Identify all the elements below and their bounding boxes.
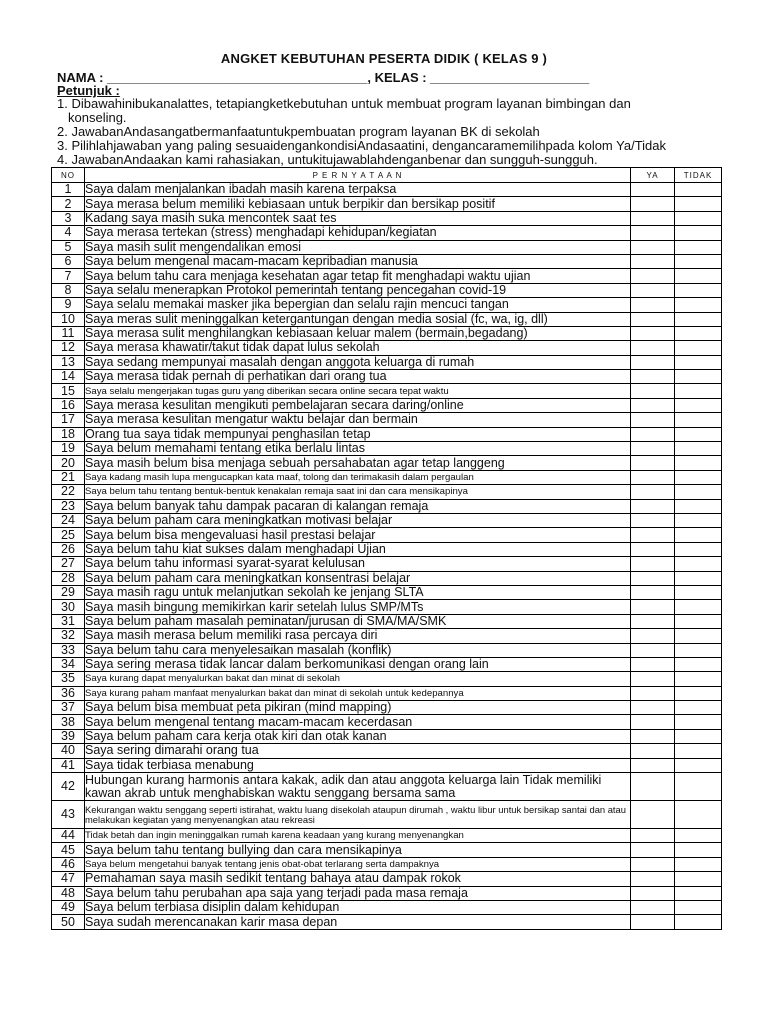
row-statement: Saya belum bisa membuat peta pikiran (mind mapping): [85, 701, 631, 715]
table-row: [52, 657, 722, 671]
table-row: [52, 528, 722, 542]
instruction-2: 2. JawabanAndasangatbermanfaatuntukpembuatan program layanan BK di sekolah: [57, 124, 540, 139]
tidak-answer-cell[interactable]: [675, 915, 722, 929]
tidak-answer-cell[interactable]: [675, 585, 722, 599]
row-statement: Saya masih sulit mengendalikan emosi: [85, 240, 631, 254]
tidak-answer-cell[interactable]: [675, 355, 722, 369]
ya-answer-cell[interactable]: [631, 413, 675, 427]
tidak-answer-cell[interactable]: [675, 528, 722, 542]
row-statement: Saya kadang masih lupa mengucapkan kata maaf, tolong dan terimakasih dalam pergaulan: [85, 470, 631, 484]
ya-answer-cell[interactable]: [631, 326, 675, 340]
row-number: 12: [52, 341, 85, 355]
row-statement: Saya belum paham cara meningkatkan motivasi belajar: [85, 513, 631, 527]
row-statement: Saya belum paham cara kerja otak kiri dan otak kanan: [85, 729, 631, 743]
ya-answer-cell[interactable]: [631, 211, 675, 225]
row-statement: Saya masih bingung memikirkan karir setelah lulus SMP/MTs: [85, 600, 631, 614]
row-number: 37: [52, 701, 85, 715]
tidak-answer-cell[interactable]: [675, 571, 722, 585]
tidak-answer-cell[interactable]: [675, 657, 722, 671]
tidak-answer-cell[interactable]: [675, 341, 722, 355]
row-statement: Kekurangan waktu senggang seperti istirahat, waktu luang disekolah ataupun dirumah , waktu libur untuk bersikap santai dan atau melakukan kegiatan yang menyenangkan atau rekreasi: [85, 801, 631, 829]
row-number: 15: [52, 384, 85, 398]
ya-answer-cell[interactable]: [631, 571, 675, 585]
table-row: [52, 629, 722, 643]
row-number: 23: [52, 499, 85, 513]
tidak-answer-cell[interactable]: [675, 715, 722, 729]
tidak-answer-cell[interactable]: [675, 269, 722, 283]
row-number: 33: [52, 643, 85, 657]
row-number: 50: [52, 915, 85, 929]
table-row: [52, 283, 722, 297]
table-row: [52, 758, 722, 772]
row-statement: Saya belum paham masalah peminatan/jurusan di SMA/MA/SMK: [85, 614, 631, 628]
row-statement: Saya sedang mempunyai masalah dengan anggota keluarga di rumah: [85, 355, 631, 369]
row-statement: Saya belum tahu tentang bullying dan cara mensikapinya: [85, 843, 631, 857]
row-number: 19: [52, 442, 85, 456]
tidak-answer-cell[interactable]: [675, 398, 722, 412]
tidak-answer-cell[interactable]: [675, 643, 722, 657]
ya-answer-cell[interactable]: [631, 773, 675, 801]
table-row: [52, 326, 722, 340]
tidak-answer-cell[interactable]: [675, 872, 722, 886]
ya-answer-cell[interactable]: [631, 283, 675, 297]
tidak-answer-cell[interactable]: [675, 672, 722, 686]
ya-answer-cell[interactable]: [631, 456, 675, 470]
row-statement: Saya sudah merencanakan karir masa depan: [85, 915, 631, 929]
ya-answer-cell[interactable]: [631, 672, 675, 686]
tidak-answer-cell[interactable]: [675, 758, 722, 772]
tidak-answer-cell[interactable]: [675, 729, 722, 743]
tidak-answer-cell[interactable]: [675, 600, 722, 614]
row-number: 49: [52, 900, 85, 914]
table-body: [52, 183, 722, 930]
header-ya: YA: [631, 168, 675, 183]
tidak-answer-cell[interactable]: [675, 629, 722, 643]
row-statement: Tidak betah dan ingin meninggalkan rumah karena keadaan yang kurang menyenangkan: [85, 829, 631, 843]
ya-answer-cell[interactable]: [631, 442, 675, 456]
row-number: 32: [52, 629, 85, 643]
table-row: [52, 900, 722, 914]
row-statement: Saya belum mengenal macam-macam kepribadian manusia: [85, 254, 631, 268]
ya-answer-cell[interactable]: [631, 254, 675, 268]
ya-answer-cell[interactable]: [631, 614, 675, 628]
row-statement: Saya sering dimarahi orang tua: [85, 744, 631, 758]
table-row: [52, 915, 722, 929]
table-row: [52, 801, 722, 829]
row-statement: Saya belum tahu informasi syarat-syarat kelulusan: [85, 557, 631, 571]
tidak-answer-cell[interactable]: [675, 829, 722, 843]
tidak-answer-cell[interactable]: [675, 384, 722, 398]
row-statement: Saya masih ragu untuk melanjutkan sekolah ke jenjang SLTA: [85, 585, 631, 599]
ya-answer-cell[interactable]: [631, 298, 675, 312]
row-statement: Saya merasa kesulitan mengatur waktu belajar dan bermain: [85, 413, 631, 427]
ya-answer-cell[interactable]: [631, 528, 675, 542]
tidak-answer-cell[interactable]: [675, 499, 722, 513]
ya-answer-cell[interactable]: [631, 900, 675, 914]
row-number: 29: [52, 585, 85, 599]
row-number: 4: [52, 226, 85, 240]
ya-answer-cell[interactable]: [631, 801, 675, 829]
tidak-answer-cell[interactable]: [675, 542, 722, 556]
row-statement: Saya merasa tidak pernah di perhatikan dari orang tua: [85, 370, 631, 384]
table-row: [52, 672, 722, 686]
tidak-answer-cell[interactable]: [675, 197, 722, 211]
header-tidak: TIDAK: [675, 168, 722, 183]
ya-answer-cell[interactable]: [631, 470, 675, 484]
ya-answer-cell[interactable]: [631, 701, 675, 715]
tidak-answer-cell[interactable]: [675, 843, 722, 857]
row-statement: Pemahaman saya masih sedikit tentang bahaya atau dampak rokok: [85, 872, 631, 886]
ya-answer-cell[interactable]: [631, 686, 675, 700]
row-number: 9: [52, 298, 85, 312]
table-row: [52, 614, 722, 628]
ya-answer-cell[interactable]: [631, 600, 675, 614]
tidak-answer-cell[interactable]: [675, 773, 722, 801]
row-number: 5: [52, 240, 85, 254]
table-row: [52, 456, 722, 470]
row-statement: Saya belum banyak tahu dampak pacaran di kalangan remaja: [85, 499, 631, 513]
table-row: [52, 240, 722, 254]
tidak-answer-cell[interactable]: [675, 456, 722, 470]
ya-answer-cell[interactable]: [631, 542, 675, 556]
table-row: [52, 857, 722, 871]
tidak-answer-cell[interactable]: [675, 326, 722, 340]
header-statement: P E R N Y A T A A N: [85, 168, 631, 183]
row-number: 39: [52, 729, 85, 743]
table-row: [52, 643, 722, 657]
row-number: 44: [52, 829, 85, 843]
row-statement: Saya belum tahu kiat sukses dalam menghadapi Ujian: [85, 542, 631, 556]
instruction-1-continued: [57, 111, 727, 125]
row-statement: Saya merasa sulit menghilangkan kebiasaan keluar malem (bermain,begadang): [85, 326, 631, 340]
table-row: [52, 499, 722, 513]
ya-answer-cell[interactable]: [631, 643, 675, 657]
ya-answer-cell[interactable]: [631, 829, 675, 843]
tidak-answer-cell[interactable]: [675, 614, 722, 628]
tidak-answer-cell[interactable]: [675, 900, 722, 914]
row-statement: Saya belum terbiasa disiplin dalam kehidupan: [85, 900, 631, 914]
row-statement: Saya merasa khawatir/takut tidak dapat lulus sekolah: [85, 341, 631, 355]
tidak-answer-cell[interactable]: [675, 857, 722, 871]
table-row: [52, 701, 722, 715]
ya-answer-cell[interactable]: [631, 657, 675, 671]
tidak-answer-cell[interactable]: [675, 183, 722, 197]
row-number: 41: [52, 758, 85, 772]
row-number: 40: [52, 744, 85, 758]
row-statement: Saya kurang paham manfaat menyalurkan bakat dan minat di sekolah untuk kedepannya: [85, 686, 631, 700]
row-number: 47: [52, 872, 85, 886]
ya-answer-cell[interactable]: [631, 915, 675, 929]
table-row: [52, 183, 722, 197]
row-statement: Saya belum tahu tentang bentuk-bentuk kenakalan remaja saat ini dan cara mensikapinya: [85, 485, 631, 499]
row-statement: Saya belum mengetahui banyak tentang jenis obat-obat terlarang serta dampaknya: [85, 857, 631, 871]
row-number: 25: [52, 528, 85, 542]
instruction-3: 3. Pilihlahjawaban yang paling sesuaidengankondisiAndasaatini, dengancaramemilihpada kolom Ya/Tidak: [57, 138, 666, 153]
ya-answer-cell[interactable]: [631, 427, 675, 441]
row-number: 21: [52, 470, 85, 484]
row-number: 43: [52, 801, 85, 829]
row-statement: Saya selalu memakai masker jika bepergian dan selalu rajin mencuci tangan: [85, 298, 631, 312]
ya-answer-cell[interactable]: [631, 557, 675, 571]
tidak-answer-cell[interactable]: [675, 442, 722, 456]
table-row: [52, 513, 722, 527]
tidak-answer-cell[interactable]: [675, 427, 722, 441]
ya-answer-cell[interactable]: [631, 585, 675, 599]
ya-answer-cell[interactable]: [631, 857, 675, 871]
ya-answer-cell[interactable]: [631, 341, 675, 355]
page-title: ANGKET KEBUTUHAN PESERTA DIDIK ( KELAS 9 ): [220, 51, 548, 66]
table-row: [52, 470, 722, 484]
table-row: [52, 442, 722, 456]
header-no: NO: [52, 168, 85, 183]
row-statement: Saya belum tahu perubahan apa saja yang terjadi pada masa remaja: [85, 886, 631, 900]
name-class-line: NAMA : ____________________________________, KELAS : ______________________: [57, 70, 590, 85]
table-row: [52, 829, 722, 843]
ya-answer-cell[interactable]: [631, 269, 675, 283]
ya-answer-cell[interactable]: [631, 513, 675, 527]
table-row: [52, 370, 722, 384]
ya-answer-cell[interactable]: [631, 758, 675, 772]
ya-answer-cell[interactable]: [631, 744, 675, 758]
row-statement: Saya dalam menjalankan ibadah masih karena terpaksa: [85, 183, 631, 197]
row-statement: Saya masih belum bisa menjaga sebuah persahabatan agar tetap langgeng: [85, 456, 631, 470]
table-row: [52, 715, 722, 729]
row-statement: Saya belum bisa mengevaluasi hasil prestasi belajar: [85, 528, 631, 542]
table-row: [52, 211, 722, 225]
table-row: [52, 341, 722, 355]
table-row: [52, 557, 722, 571]
row-number: 26: [52, 542, 85, 556]
table-row: [52, 571, 722, 585]
row-statement: Saya merasa belum memiliki kebiasaan untuk berpikir dan bersikap positif: [85, 197, 631, 211]
ya-answer-cell[interactable]: [631, 183, 675, 197]
row-number: 13: [52, 355, 85, 369]
ya-answer-cell[interactable]: [631, 240, 675, 254]
ya-answer-cell[interactable]: [631, 729, 675, 743]
row-number: 30: [52, 600, 85, 614]
table-row: [52, 312, 722, 326]
row-number: 22: [52, 485, 85, 499]
row-number: 7: [52, 269, 85, 283]
row-statement: Saya kurang dapat menyalurkan bakat dan minat di sekolah: [85, 672, 631, 686]
table-row: [52, 542, 722, 556]
row-number: 42: [52, 773, 85, 801]
ya-answer-cell[interactable]: [631, 715, 675, 729]
ya-answer-cell[interactable]: [631, 355, 675, 369]
row-statement: Saya masih merasa belum memiliki rasa percaya diri: [85, 629, 631, 643]
row-statement: Orang tua saya tidak mempunyai penghasilan tetap: [85, 427, 631, 441]
row-number: 1: [52, 183, 85, 197]
row-statement: Saya meras sulit meninggalkan ketergantungan dengan media sosial (fc, wa, ig, dll): [85, 312, 631, 326]
table-row: [52, 744, 722, 758]
instructions-label: Petunjuk :: [57, 83, 120, 98]
table-row: [52, 773, 722, 801]
tidak-answer-cell[interactable]: [675, 485, 722, 499]
row-statement: Saya belum memahami tentang etika berlalu lintas: [85, 442, 631, 456]
ya-answer-cell[interactable]: [631, 629, 675, 643]
table-row: [52, 226, 722, 240]
ya-answer-cell[interactable]: [631, 872, 675, 886]
row-number: 6: [52, 254, 85, 268]
tidak-answer-cell[interactable]: [675, 312, 722, 326]
tidak-answer-cell[interactable]: [675, 701, 722, 715]
row-number: 20: [52, 456, 85, 470]
row-number: 11: [52, 326, 85, 340]
ya-answer-cell[interactable]: [631, 398, 675, 412]
row-statement: Saya belum tahu cara menyelesaikan masalah (konflik): [85, 643, 631, 657]
row-number: 10: [52, 312, 85, 326]
row-statement: Saya selalu menerapkan Protokol pemerintah tentang pencegahan covid-19: [85, 283, 631, 297]
table-header-row: [52, 168, 722, 183]
row-number: 16: [52, 398, 85, 412]
ya-answer-cell[interactable]: [631, 485, 675, 499]
tidak-answer-cell[interactable]: [675, 801, 722, 829]
tidak-answer-cell[interactable]: [675, 240, 722, 254]
row-statement: Saya tidak terbiasa menabung: [85, 758, 631, 772]
row-number: 34: [52, 657, 85, 671]
tidak-answer-cell[interactable]: [675, 283, 722, 297]
tidak-answer-cell[interactable]: [675, 370, 722, 384]
row-number: 48: [52, 886, 85, 900]
row-number: 38: [52, 715, 85, 729]
ya-answer-cell[interactable]: [631, 499, 675, 513]
tidak-answer-cell[interactable]: [675, 557, 722, 571]
row-number: 35: [52, 672, 85, 686]
ya-answer-cell[interactable]: [631, 312, 675, 326]
row-number: 45: [52, 843, 85, 857]
instruction-4: 4. JawabanAndaakan kami rahasiakan, untukitujawablahdenganbenar dan sungguh-sungguh.: [57, 152, 598, 167]
table-row: [52, 886, 722, 900]
ya-answer-cell[interactable]: [631, 226, 675, 240]
row-number: 36: [52, 686, 85, 700]
table-row: [52, 843, 722, 857]
row-number: 18: [52, 427, 85, 441]
table-row: [52, 355, 722, 369]
row-number: 17: [52, 413, 85, 427]
row-number: 14: [52, 370, 85, 384]
tidak-answer-cell[interactable]: [675, 513, 722, 527]
table-row: [52, 254, 722, 268]
row-number: 24: [52, 513, 85, 527]
table-row: [52, 686, 722, 700]
tidak-answer-cell[interactable]: [675, 298, 722, 312]
tidak-answer-cell[interactable]: [675, 744, 722, 758]
table-row: [52, 269, 722, 283]
instruction-1-wrap: konseling.: [68, 110, 127, 125]
table-row: [52, 413, 722, 427]
row-statement: Saya sering merasa tidak lancar dalam berkomunikasi dengan orang lain: [85, 657, 631, 671]
table-row: [52, 485, 722, 499]
row-statement: Kadang saya masih suka mencontek saat tes: [85, 211, 631, 225]
row-statement: Saya selalu mengerjakan tugas guru yang diberikan secara online secara tepat waktu: [85, 384, 631, 398]
table-row: [52, 298, 722, 312]
table-row: [52, 427, 722, 441]
row-number: 28: [52, 571, 85, 585]
row-number: 46: [52, 857, 85, 871]
tidak-answer-cell[interactable]: [675, 886, 722, 900]
row-number: 8: [52, 283, 85, 297]
tidak-answer-cell[interactable]: [675, 413, 722, 427]
tidak-answer-cell[interactable]: [675, 254, 722, 268]
ya-answer-cell[interactable]: [631, 886, 675, 900]
table-row: [52, 384, 722, 398]
row-statement: Saya belum paham cara meningkatkan konsentrasi belajar: [85, 571, 631, 585]
table-row: [52, 398, 722, 412]
row-number: 27: [52, 557, 85, 571]
ya-answer-cell[interactable]: [631, 384, 675, 398]
tidak-answer-cell[interactable]: [675, 686, 722, 700]
ya-answer-cell[interactable]: [631, 843, 675, 857]
table-row: [52, 729, 722, 743]
questionnaire-table: [51, 167, 722, 930]
row-statement: Saya belum tahu cara menjaga kesehatan agar tetap fit menghadapi waktu ujian: [85, 269, 631, 283]
row-statement: Saya merasa kesulitan mengikuti pembelajaran secara daring/online: [85, 398, 631, 412]
instruction-1: 1. Dibawahinibukanalattes, tetapiangketkebutuhan untuk membuat program layanan bimbingan dan: [57, 96, 631, 111]
ya-answer-cell[interactable]: [631, 370, 675, 384]
row-statement: Hubungan kurang harmonis antara kakak, adik dan atau anggota keluarga lain Tidak memiliki kawan akrab untuk menghabiskan waktu senggang bersama sama: [85, 773, 631, 801]
tidak-answer-cell[interactable]: [675, 211, 722, 225]
row-statement: Saya merasa tertekan (stress) menghadapi kehidupan/kegiatan: [85, 226, 631, 240]
table-row: [52, 197, 722, 211]
table-row: [52, 585, 722, 599]
table-row: [52, 872, 722, 886]
table-row: [52, 600, 722, 614]
tidak-answer-cell[interactable]: [675, 470, 722, 484]
ya-answer-cell[interactable]: [631, 197, 675, 211]
row-number: 2: [52, 197, 85, 211]
row-number: 3: [52, 211, 85, 225]
row-statement: Saya belum mengenal tentang macam-macam kecerdasan: [85, 715, 631, 729]
tidak-answer-cell[interactable]: [675, 226, 722, 240]
row-number: 31: [52, 614, 85, 628]
